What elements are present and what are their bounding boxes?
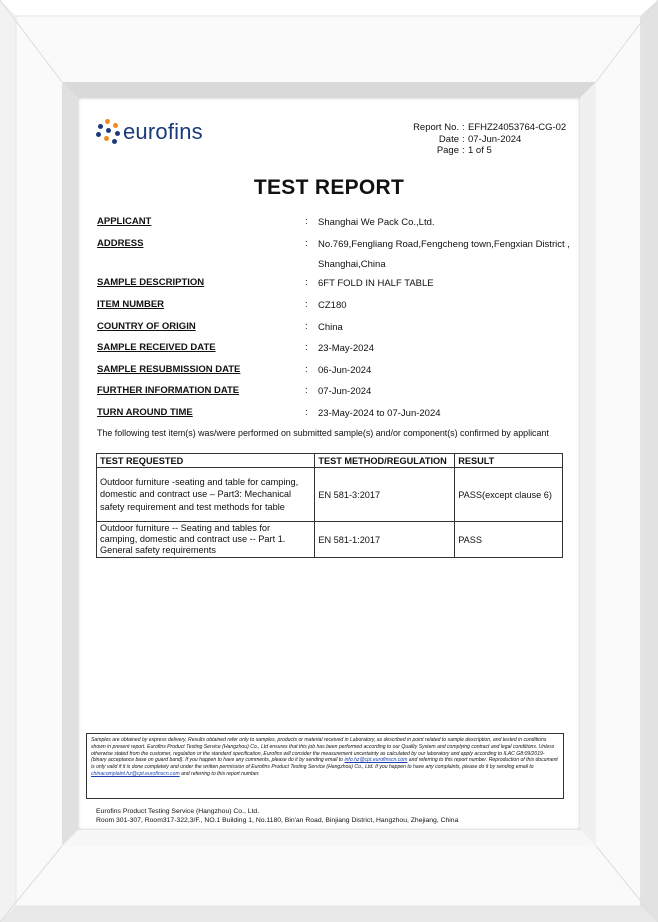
report-meta-labels: [413, 122, 459, 157]
report-no-label: Report No.: [413, 122, 459, 133]
applicant-value: Shanghai We Pack Co.,Ltd.: [318, 217, 435, 228]
column-header: TEST REQUESTED: [97, 454, 315, 468]
test-method-cell: EN 581-3:2017: [315, 468, 455, 522]
date-value: 07-Jun-2024: [468, 133, 522, 145]
test-results-table: [96, 453, 563, 558]
country-of-origin-value: China: [318, 322, 343, 333]
turn-around-time-value: 23-May-2024 to 07-Jun-2024: [318, 408, 441, 419]
info-email-link[interactable]: info.hz@cpt.eurofinscn.com: [344, 757, 408, 764]
colon: :: [305, 385, 308, 396]
colon: :: [305, 407, 308, 418]
table-header-row: [97, 454, 563, 468]
disclaimer-box: Samples are obtained by express delivery, Results obtained refer only to samples, products or material received in Laboratory, as described in point related to sample description, and tested in conditions shown in present report. Eurofins Product Testing Service (Hangzhou) Co., Ltd ensures that this job has been performed according to our Quality System and complying contract and legal conditions. Unless otherwise stated from the customer, regulation or the standard specification, Eurofins will consider the measurement uncertainty as calculated by our laboratory and apply according to ILAC G8:09/2019-(binary acceptance base on guard band). If you happen to have any comments, please do it by sending email to info.hz@cpt.eurofinscn.com and referring to this report number. Reproduction of this document is only valid if it is done completely and under the written permission of Eurofins Product Testing Service (Hangzhou) Co., Ltd. If you happen to have any complaints, please do it by sending email to chinacomplaint.hz@cpt.eurofinscn.com and referring to this report number.: [86, 733, 564, 799]
date-label: Date: [438, 133, 459, 145]
page-title: TEST REPORT: [253, 176, 405, 199]
result-cell: PASS: [455, 522, 563, 558]
colon: :: [305, 238, 308, 249]
applicant-label: APPLICANT: [97, 216, 152, 227]
item-number-value: CZ180: [318, 300, 347, 311]
colon: :: [305, 364, 308, 375]
footer-company: Eurofins Product Testing Service (Hangzhou) Co., Ltd.: [96, 808, 260, 815]
colon: :: [305, 277, 308, 288]
sample-received-date-value: 23-May-2024: [318, 343, 374, 354]
eurofins-dots-icon: [96, 119, 120, 145]
intro-text: The following test item(s) was/were performed on submitted sample(s) and/or component(s) confirmed by applicant: [97, 428, 549, 438]
result-cell: PASS(except clause 6): [455, 468, 563, 522]
table-row: [97, 522, 563, 558]
eurofins-logo: [96, 119, 203, 145]
sample-resubmission-date-label: SAMPLE RESUBMISSION DATE: [97, 364, 241, 375]
page-value: 1 of 5: [468, 145, 492, 156]
sample-received-date-label: SAMPLE RECEIVED DATE: [97, 342, 216, 353]
further-information-date-label: FURTHER INFORMATION DATE: [97, 385, 240, 396]
test-requested-cell: Outdoor furniture -- Seating and tables for camping, domestic and contract use -- Part 1. General safety requirements: [97, 522, 315, 558]
report-meta-values: [468, 122, 566, 157]
page-label: Page: [436, 145, 459, 156]
footer-address-line: Room 301-307, Room317-322,3/F., NO.1 Building 1, No.1180, Bin'an Road, Binjiang District, Hangzhou, Zhejiang, China: [96, 816, 459, 824]
address-value-line2: Shanghai,China: [318, 259, 386, 270]
address-label: ADDRESS: [97, 238, 144, 249]
turn-around-time-label: TURN AROUND TIME: [97, 407, 193, 418]
colon: :: [305, 216, 308, 227]
colon: :: [305, 321, 308, 332]
sample-resubmission-date-value: 06-Jun-2024: [318, 365, 372, 376]
further-information-date-value: 07-Jun-2024: [318, 386, 372, 397]
sample-description-label: SAMPLE DESCRIPTION: [97, 277, 205, 288]
report-meta-colons: : : :: [462, 122, 465, 156]
address-value-line1: No.769,Fengliang Road,Fengcheng town,Fengxian District ,: [318, 239, 570, 250]
colon: :: [305, 342, 308, 353]
item-number-label: ITEM NUMBER: [97, 299, 165, 310]
footer-address: [96, 808, 458, 825]
colon: :: [305, 299, 308, 310]
test-requested-cell: Outdoor furniture -seating and table for camping, domestic and contract use – Part3: Mechanical safety requirement and test methods for table: [97, 468, 315, 522]
country-of-origin-label: COUNTRY OF ORIGIN: [97, 321, 196, 332]
column-header: TEST METHOD/REGULATION: [315, 454, 455, 468]
complaint-email-link[interactable]: chinacomplaint.hz@cpt.eurofinscn.com: [91, 770, 180, 777]
test-method-cell: EN 581-1:2017: [315, 522, 455, 558]
report-no-value: EFHZ24053764-CG-02: [468, 122, 567, 133]
table-row: [97, 468, 563, 522]
logo-wordmark: eurofins: [123, 119, 203, 144]
sample-description-value: 6FT FOLD IN HALF TABLE: [318, 278, 434, 289]
column-header: RESULT: [455, 454, 563, 468]
